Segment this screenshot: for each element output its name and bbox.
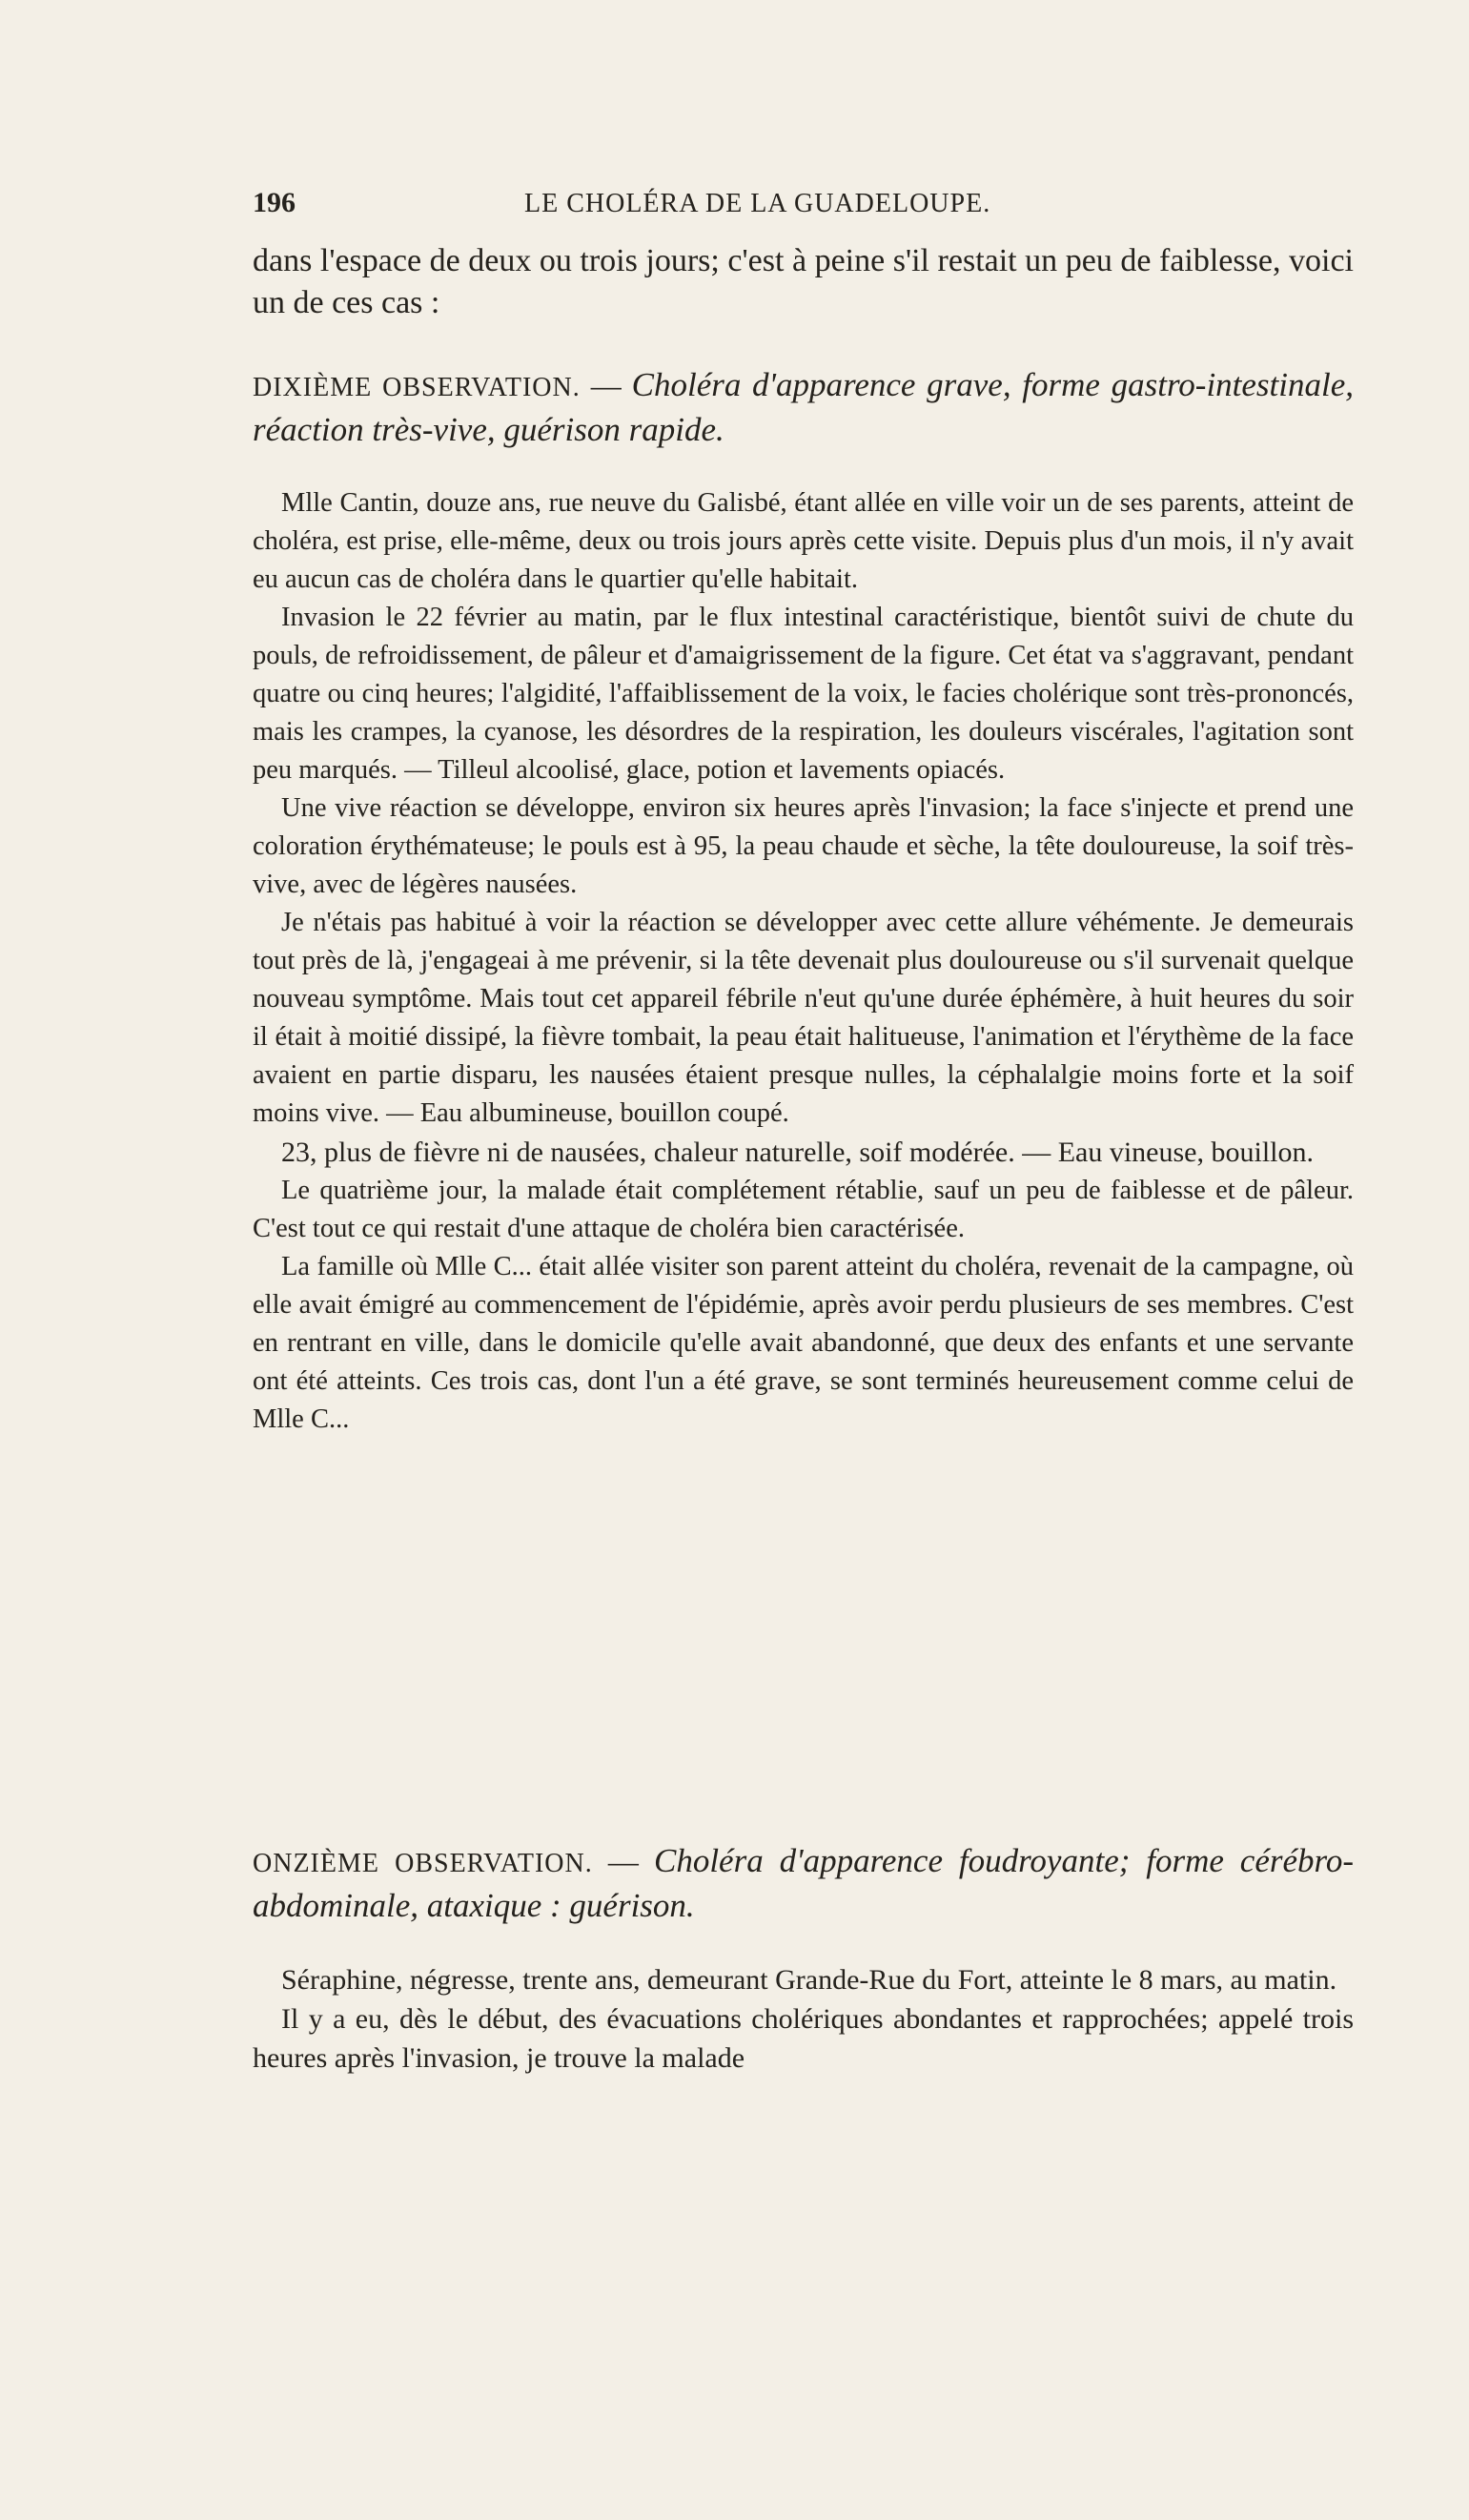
observation-11-heading — [253, 1840, 1354, 1927]
observation-10-paragraph: La famille où Mlle C... était allée visiter son parent atteint du choléra, revenait de la campagne, où elle avait émigré au commencement de l'épidémie, après avoir perdu plusieurs de ses membres. C'est en rentrant en ville, dans le domicile qu'elle avait abandonné, que deux des enfants et une servante ont été atteints. Ces trois cas, dont l'un a été grave, se sont terminés heureusement comme celui de Mlle C... — [253, 1252, 1354, 1434]
observation-10-title: Choléra d'apparence grave, forme gastro-intestinale, réaction très-vive, guérison rapide. — [253, 366, 1355, 448]
observation-10-paragraph: 23, plus de fièvre ni de nausées, chaleur naturelle, soif modérée. — Eau vineuse, bouillon. — [281, 1137, 1314, 1168]
intro-paragraph: dans l'espace de deux ou trois jours; c'est à peine s'il restait un peu de faiblesse, voici un de ces cas : — [253, 243, 1354, 320]
observation-11-title: Choléra d'apparence foudroyante; forme cérébro-abdominale, ataxique : guérison. — [253, 1842, 1354, 1924]
observation-10-dash: — — [580, 368, 632, 402]
observation-11-dash: — — [592, 1844, 654, 1878]
observation-10-paragraph: Je n'étais pas habitué à voir la réaction se développer avec cette allure véhémente. Je demeurais tout près de là, j'engageai à me prévenir, si la tête devenait plus douloureuse ou s'il survenait quelque nouveau symptôme. Mais tout cet appareil fébrile n'eut qu'une durée éphémère, à huit heures du soir il était à moitié dissipé, la fièvre tombait, la peau était halitueuse, l'animation et l'érythème de la face avaient en partie disparu, les nausées étaient presque nulles, la céphalalgie moins forte et la soif moins vive. — Eau albumineuse, bouillon coupé. — [253, 908, 1354, 1128]
observation-10-heading — [253, 364, 1354, 451]
intro-paragraph-block — [253, 240, 1354, 324]
running-header — [253, 187, 1358, 221]
observation-10-paragraph: Mlle Cantin, douze ans, rue neuve du Galisbé, étant allée en ville voir un de ses parents, atteint de choléra, est prise, elle-même, deux ou trois jours après cette visite. Depuis plus d'un mois, il n'y avait eu aucun cas de choléra dans le quartier qu'elle habitait. — [253, 488, 1354, 594]
running-title: LE CHOLÉRA DE LA GUADELOUPE. — [524, 189, 991, 218]
observation-10-body — [253, 484, 1354, 1439]
observation-11-paragraph: Il y a eu, dès le début, des évacuations cholériques abondantes et rapprochées; appelé trois heures après l'invasion, je trouve la malade — [253, 2003, 1354, 2074]
observation-11-label: ONZIÈME OBSERVATION. — [253, 1849, 593, 1878]
observation-10-label: DIXIÈME OBSERVATION. — [253, 373, 581, 402]
observation-10-paragraph: Invasion le 22 février au matin, par le flux intestinal caractéristique, bientôt suivi de chute du pouls, de refroidissement, de pâleur et d'amaigrissement de la figure. Cet état va s'aggravant, pendant quatre ou cinq heures; l'algidité, l'affaiblissement de la voix, le facies cholérique sont très-prononcés, mais les crampes, la cyanose, les désordres de la respiration, les douleurs viscérales, l'agitation sont peu marqués. — Tilleul alcoolisé, glace, potion et lavements opiacés. — [253, 603, 1354, 785]
observation-10-paragraph: Le quatrième jour, la malade était complétement rétablie, sauf un peu de faiblesse et de pâleur. C'est tout ce qui restait d'une attaque de choléra bien caractérisée. — [253, 1176, 1354, 1243]
page-number: 196 — [253, 187, 296, 218]
observation-11-paragraph: Séraphine, négresse, trente ans, demeurant Grande-Rue du Fort, atteinte le 8 mars, au matin. — [281, 1964, 1337, 1996]
observation-11-body — [253, 1960, 1354, 2078]
observation-10-paragraph: Une vive réaction se développe, environ six heures après l'invasion; la face s'injecte et prend une coloration érythémateuse; le pouls est à 95, la peau chaude et sèche, la tête douloureuse, la soif très-vive, avec de légères nausées. — [253, 793, 1354, 899]
